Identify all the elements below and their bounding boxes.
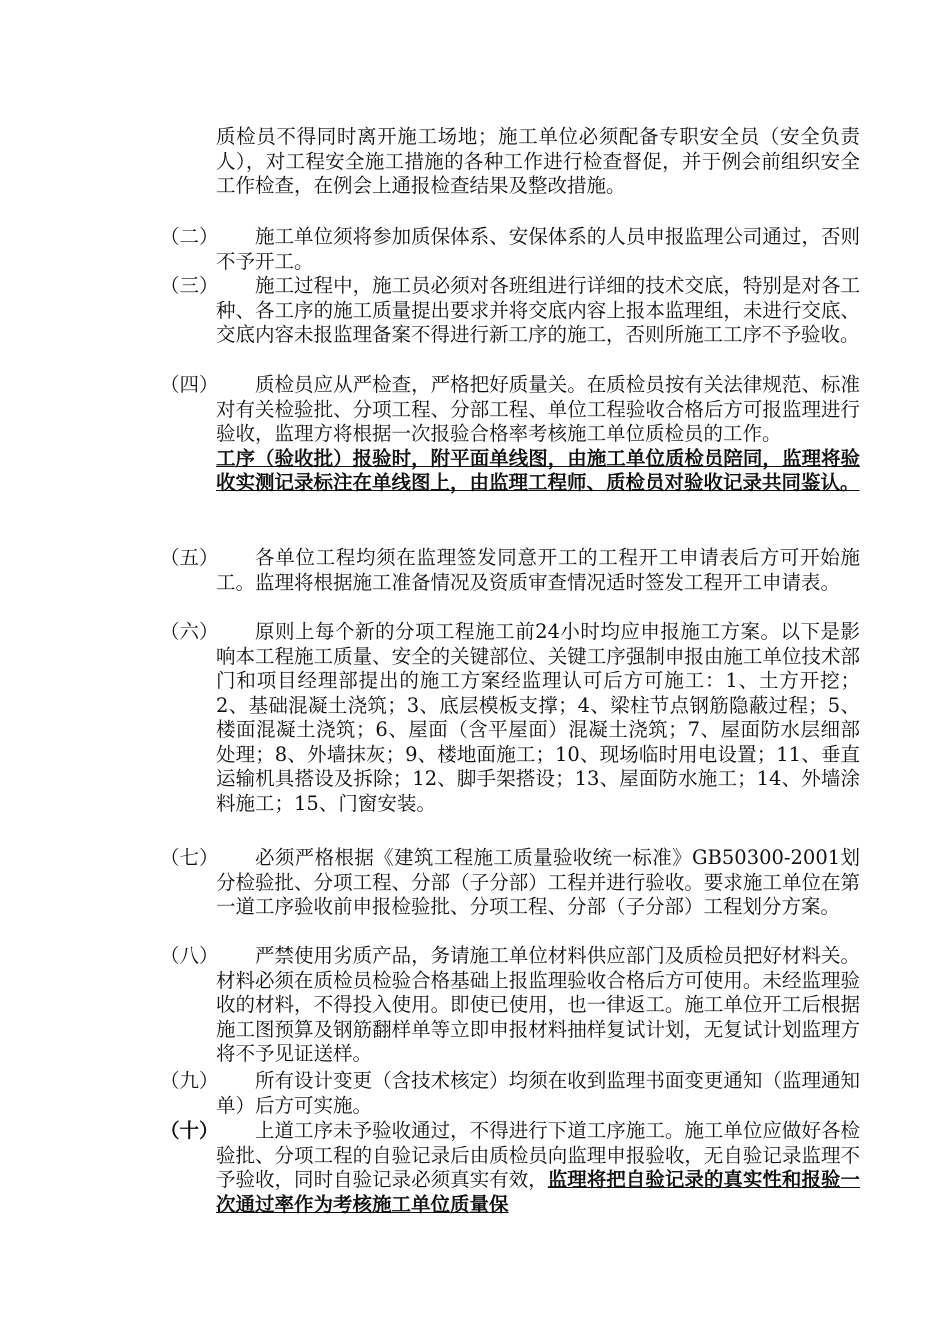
intro-paragraph (160, 125, 860, 199)
item-text: 所有设计变更（含技术核定）均须在收到监理书面变更通知（监理通知单）后方可实施。 (216, 1069, 860, 1117)
item-label: （五） (160, 546, 219, 569)
item-bold-underlined-text: 监理将把自验记录的真实性和报验一次通过率作为考核施工单位质量保 (216, 1168, 860, 1216)
item-text: 必须严格根据《建筑工程施工质量验收统一标准》GB50300-2001划分检验批、分项工程、分部（子分部）工程并进行验收。要求施工单位在第一道工序验收前申报检验批、分项工程、分部（子分部）工程划分方案。 (216, 846, 860, 918)
item-text: 施工单位须将参加质保体系、安保体系的人员申报监理公司通过，否则不予开工。 (216, 225, 860, 273)
item-label: （二） (160, 225, 219, 248)
item-text: 原则上每个新的分项工程施工前24小时均应申报施工方案。以下是影响本工程施工质量、安全的关键部位、关键工序强制申报由施工单位技术部门和项目经理部提出的施工方案经监理认可后方可施工：1、土方开挖；2、基础混凝土浇筑；3、底层模板支撑；4、梁柱节点钢筋隐蔽过程；5、楼面混凝土浇筑；6、屋面（含平屋面）混凝土浇筑；7、屋面防水层细部处理；8、外墙抹灰；9、楼地面施工；10、现场临时用电设置；11、垂直运输机具搭设及拆除；12、脚手架搭设；13、屋面防水施工；14、外墙涂料施工；15、门窗安装。 (216, 620, 860, 815)
item-label: （六） (160, 620, 219, 643)
item-text-plain: 上道工序未予验收通过，不得进行下道工序施工。施工单位应做好各检验批、分项工程的自验记录后由质检员向监理申报验收，无自验记录监理不予验收，同时自验记录必须真实有效， (216, 1119, 860, 1191)
item-label: （三） (160, 274, 219, 297)
item-3 (160, 274, 860, 348)
item-label: （十） (160, 1119, 219, 1142)
item-label: （四） (160, 373, 219, 396)
item-label: （八） (160, 944, 219, 967)
item-6 (160, 620, 860, 816)
item-2 (160, 225, 860, 274)
item-8 (160, 944, 860, 1067)
item-bold-underlined-text: 工序（验收批）报验时，附平面单线图，由施工单位质检员陪同，监理将验收实测记录标注在单线图上，由监理工程师、质检员对验收记录共同鉴认。 (216, 446, 860, 494)
intro-text: 质检员不得同时离开施工场地；施工单位必须配备专职安全员（安全负责人），对工程安全施工措施的各种工作进行检查督促，并于例会前组织安全工作检查，在例会上通报检查结果及整改措施。 (216, 125, 860, 197)
item-label: （七） (160, 846, 219, 869)
item-text: 严禁使用劣质产品，务请施工单位材料供应部门及质检员把好材料关。材料必须在质检员检验合格基础上报监理验收合格后方可使用。未经监理验收的材料，不得投入使用。即使已使用，也一律返工。施工单位开工后根据施工图预算及钢筋翻样单等立即申报材料抽样复试计划，无复试计划监理方将不予见证送样。 (216, 944, 860, 1065)
item-9 (160, 1069, 860, 1118)
item-10 (160, 1119, 860, 1217)
item-4 (160, 373, 860, 496)
item-text (216, 1119, 860, 1217)
item-5 (160, 546, 860, 595)
item-label: （九） (160, 1069, 219, 1092)
item-7 (160, 846, 860, 920)
item-text: 质检员应从严检查，严格把好质量关。在质检员按有关法律规范、标准对有关检验批、分项工程、分部工程、单位工程验收合格后方可报监理进行验收，监理方将根据一次报验合格率考核施工单位质检员的工作。 (216, 373, 860, 445)
item-text: 各单位工程均须在监理签发同意开工的工程开工申请表后方可开始施工。监理将根据施工准备情况及资质审查情况适时签发工程开工申请表。 (216, 546, 860, 594)
item-text: 施工过程中，施工员必须对各班组进行详细的技术交底，特别是对各工种、各工序的施工质量提出要求并将交底内容上报本监理组，未进行交底、交底内容未报监理备案不得进行新工序的施工，否则所施工工序不予验收。 (216, 274, 860, 346)
